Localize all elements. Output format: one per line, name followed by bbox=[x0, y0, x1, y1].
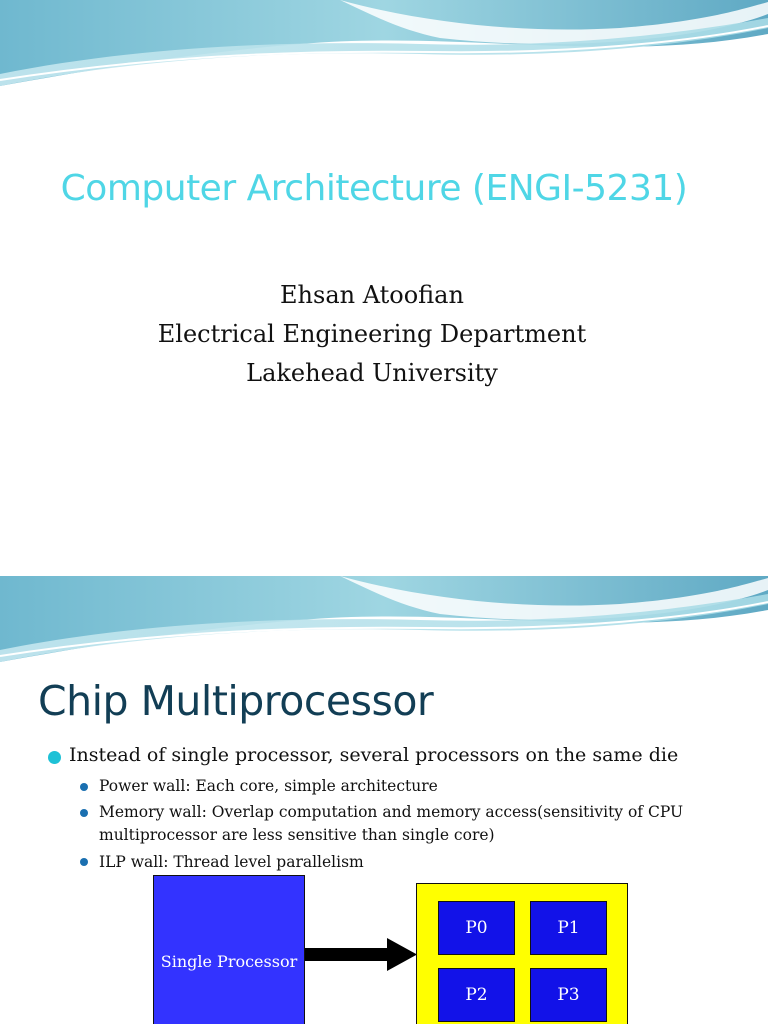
main-bullet: Instead of single processor, several processors on the same die bbox=[69, 744, 679, 766]
author-name: Ehsan Atoofian bbox=[280, 281, 464, 309]
sub-bullet-ilp-wall: ILP wall: Thread level parallelism bbox=[99, 853, 364, 871]
header-wave-decoration bbox=[0, 0, 768, 100]
sub-bullet-memory-wall: Memory wall: Overlap computation and memory access(sensitivity of CPU multiprocessor are less sensitive than single core) bbox=[99, 803, 684, 844]
department-name: Electrical Engineering Department bbox=[157, 320, 587, 348]
university-name: Lakehead University bbox=[246, 359, 498, 387]
header-wave-decoration bbox=[0, 576, 768, 676]
core-p2: P2 bbox=[438, 968, 515, 1022]
slide-subtitle bbox=[0, 276, 744, 393]
core-p3: P3 bbox=[530, 968, 607, 1022]
multi-core-box bbox=[416, 883, 628, 1024]
sub-bullet-dot-icon bbox=[80, 783, 88, 791]
right-arrow-icon bbox=[305, 938, 417, 972]
sub-bullet-dot-icon bbox=[80, 858, 88, 866]
core-p1: P1 bbox=[530, 901, 607, 955]
content-slide bbox=[0, 576, 768, 1024]
slide-title: Computer Architecture (ENGI-5231) bbox=[60, 168, 688, 209]
single-processor-box bbox=[153, 875, 305, 1024]
slide-title: Chip Multiprocessor bbox=[38, 677, 434, 725]
bullet-dot-icon bbox=[48, 751, 61, 764]
core-p0: P0 bbox=[438, 901, 515, 955]
sub-bullet-dot-icon bbox=[80, 809, 88, 817]
sub-bullet-power-wall: Power wall: Each core, simple architecture bbox=[99, 777, 438, 795]
single-processor-label: Single Processor bbox=[160, 952, 298, 971]
